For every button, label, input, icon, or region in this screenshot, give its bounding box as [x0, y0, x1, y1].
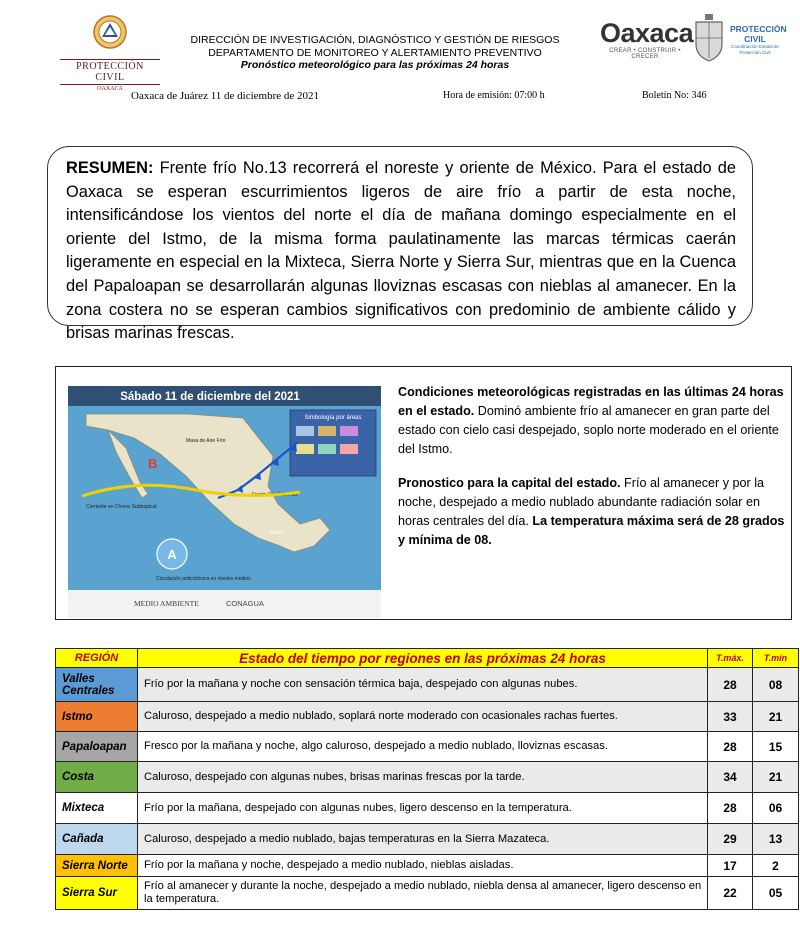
map-label-air-mass: Masa de Aire Frío [186, 438, 226, 444]
high-pressure-a: A [167, 547, 177, 562]
region-tmax: 34 [708, 762, 753, 793]
region-tmax: 22 [708, 877, 753, 910]
oaxaca-logo [600, 18, 694, 70]
region-weather: Frío por la mañana, despejado con algunas nubes, ligero descenso en la temperatura. [138, 793, 708, 824]
weather-map [68, 386, 381, 618]
header-line-1: DIRECCIÓN DE INVESTIGACIÓN, DIAGNÓSTICO Y GESTIÓN DE RIESGOS [190, 34, 560, 46]
map-footer-medio-ambiente: MEDIO AMBIENTE [134, 599, 199, 608]
region-tmin: 05 [753, 877, 799, 910]
map-footer [68, 590, 381, 618]
region-tmax: 29 [708, 824, 753, 855]
header-text [170, 34, 580, 72]
conditions-paragraph-2 [398, 474, 786, 550]
map-legend-swatch-1 [296, 426, 314, 436]
map-legend-swatch-4 [296, 444, 314, 454]
header-line-2: DEPARTAMENTO DE MONITOREO Y ALERTAMIENTO PREVENTIVO [208, 46, 542, 59]
table-row [56, 702, 799, 732]
map-legend-swatch-5 [318, 444, 336, 454]
region-weather: Caluroso, despejado con algunas nubes, brisas marinas frescas por la tarde. [138, 762, 708, 793]
region-tmax: 17 [708, 855, 753, 877]
map-label-front: Frente Frío Núm. 13 [252, 492, 298, 498]
region-name: Papaloapan [56, 732, 138, 762]
header-region: REGIÓN [56, 649, 138, 668]
pc-logo-name: PROTECCIÓN CIVIL [60, 59, 160, 85]
header-weather: Estado del tiempo por regiones en las próximas 24 horas [138, 649, 708, 668]
region-tmin: 2 [753, 855, 799, 877]
pc2-sub-1: Coordinación Estatal de [731, 44, 779, 49]
issue-hour: Hora de emisión: 07:00 h [443, 90, 545, 101]
region-tmax: 28 [708, 732, 753, 762]
conditions-text [398, 383, 786, 565]
region-name: Sierra Norte [56, 855, 138, 877]
map-label-norte: Norte [270, 530, 284, 536]
proteccion-civil-logo [60, 14, 160, 92]
pc2-sub-2: Protección Civil [739, 50, 771, 55]
map-label-jet-stream: Corriente en Chorro Subtropical [86, 504, 157, 510]
coordinacion-proteccion-civil-logo [730, 24, 787, 56]
region-weather: Caluroso, despejado a medio nublado, bajas temperaturas en la Sierra Mazateca. [138, 824, 708, 855]
pc2-line-2: CIVIL [744, 34, 766, 44]
table-row [56, 732, 799, 762]
summary-paragraph [66, 157, 736, 346]
map-legend-swatch-2 [318, 426, 336, 436]
region-weather: Caluroso, despejado a medio nublado, soplará norte moderado con ocasionales rachas fuertes. [138, 702, 708, 732]
conditions-2-text: Frío al amanecer y por la noche, despejado a medio nublado abundante radiación solar en horas centrales del día. [398, 476, 765, 528]
map-legend-swatch-6 [340, 444, 358, 454]
civil-protection-emblem-icon [92, 14, 128, 50]
region-name: Cañada [56, 824, 138, 855]
map-footer-conagua: CONAGUA [226, 599, 264, 608]
region-tmin: 21 [753, 762, 799, 793]
region-name: Costa [56, 762, 138, 793]
table-row [56, 877, 799, 910]
header-line-3: Pronóstico meteorológico para las próximas 24 horas [240, 59, 510, 71]
summary-label: RESUMEN: [66, 159, 154, 177]
region-weather: Frío al amanecer y durante la noche, despejado a medio nublado, niebla densa al amanecer, ligero descenso en la temperatura. [138, 877, 708, 910]
region-name: Valles Centrales [56, 668, 138, 702]
conditions-2-bold-2: La temperatura máxima será de 28 grados y mínima de 08. [398, 514, 785, 547]
map-legend-title: Simbología por áreas [304, 415, 362, 421]
table-body [56, 668, 799, 910]
conditions-1-bold: Condiciones meteorológicas registradas en las últimas 24 horas en el estado. [398, 385, 784, 418]
map-legend-swatch-3 [340, 426, 358, 436]
state-shield-icon [693, 14, 725, 62]
header-tmin: T.mín [753, 649, 799, 668]
region-weather: Frío por la mañana y noche, despejado a medio nublado, nieblas aisladas. [138, 855, 708, 877]
region-weather: Fresco por la mañana y noche, algo caluroso, despejado a medio nublado, lloviznas escasas. [138, 732, 708, 762]
forecast-panel [55, 366, 792, 620]
table-row [56, 824, 799, 855]
pc2-line-1: PROTECCIÓN [730, 24, 787, 34]
table-row [56, 668, 799, 702]
conditions-1-text: Dominó ambiente frío al amanecer en gran parte del estado con cielo casi despejado, soplo norte moderado en el oriente del Istmo. [398, 404, 779, 456]
region-weather: Frío por la mañana y noche con sensación térmica baja, despejado con algunas nubes. [138, 668, 708, 702]
region-tmin: 06 [753, 793, 799, 824]
region-tmax: 28 [708, 793, 753, 824]
header-tmax: T.máx. [708, 649, 753, 668]
map-label-circulation: Circulación anticiclónica en niveles medios [156, 576, 251, 582]
conditions-paragraph-1 [398, 383, 786, 459]
bulletin-number: Boletín No: 346 [642, 90, 707, 101]
oaxaca-wordmark: Oaxaca [600, 18, 694, 48]
region-name: Sierra Sur [56, 877, 138, 910]
pc-logo-sub: OAXACA [97, 86, 123, 92]
region-tmin: 08 [753, 668, 799, 702]
regions-table [55, 648, 799, 910]
region-tmax: 33 [708, 702, 753, 732]
region-name: Mixteca [56, 793, 138, 824]
oaxaca-tagline: CREAR • CONSTRUIR • CRECER [609, 48, 681, 60]
region-name: Istmo [56, 702, 138, 732]
region-tmin: 13 [753, 824, 799, 855]
issue-date: Oaxaca de Juárez 11 de diciembre de 2021 [131, 90, 320, 102]
conditions-2-bold: Pronostico para la capital del estado. [398, 476, 621, 490]
region-tmax: 28 [708, 668, 753, 702]
table-row [56, 762, 799, 793]
low-pressure-b: B [148, 456, 158, 471]
table-row [56, 855, 799, 877]
region-tmin: 21 [753, 702, 799, 732]
table-header-row [56, 649, 799, 668]
summary-box [47, 146, 753, 343]
table-row [56, 793, 799, 824]
summary-text: Frente frío No.13 recorrerá el noreste y oriente de México. Para el estado de Oaxaca se esperan escurrimientos ligeros de aire frío a partir de esta noche, intensificándose los vientos del norte el día de mañana domingo especialmente en el oriente del Istmo, de la misma forma paulatinamente las marcas térmicas caerán ligeramente en especial en la Mixteca, Sierra Norte y Sierra Sur, mientras que en la Cuenca del Papaloapan se desarrollarán algunas lloviznas escasas con nieblas al amanecer. En la zona costera no se esperan cambios significativos con predominio de ambiente cálido y brisas marinas frescas. [66, 159, 736, 343]
map-title: Sábado 11 de diciembre del 2021 [120, 391, 300, 403]
region-tmin: 15 [753, 732, 799, 762]
